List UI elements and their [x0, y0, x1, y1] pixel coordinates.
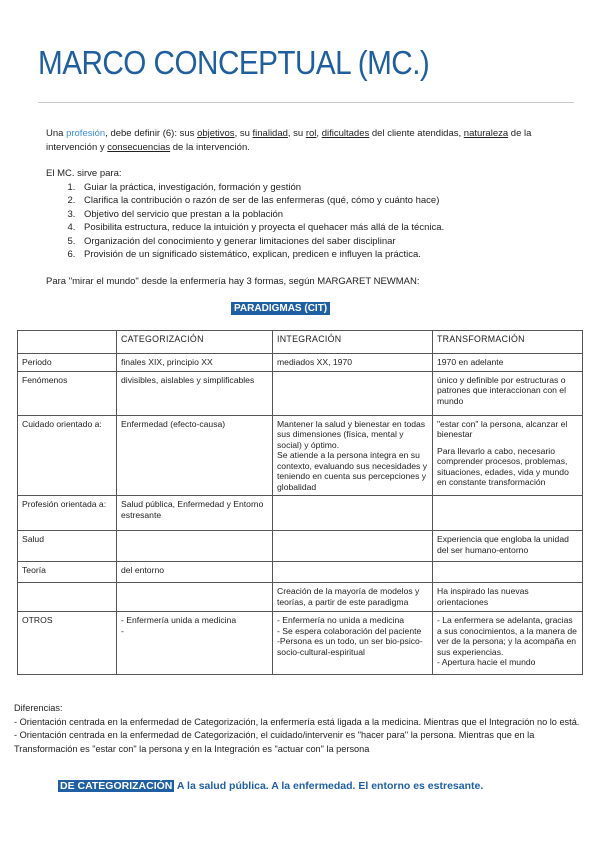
table-header-cell: INTEGRACIÓN [273, 331, 433, 354]
table-cell [433, 562, 583, 583]
table-header-row [18, 331, 583, 354]
table-header-cell [18, 331, 117, 354]
table-header-cell: CATEGORIZACIÓN [117, 331, 273, 354]
table-cell: OTROS [18, 612, 117, 675]
term-consecuencias: consecuencias [107, 142, 171, 153]
table-cell: "estar con" la persona, alcanzar el bienestar Para llevarlo a cabo, necesario comprender procesos, problemas, situaciones, edades, vida y mundo en constante transformación [433, 415, 583, 496]
page-title: MARCO CONCEPTUAL (MC.) [38, 44, 430, 81]
table-cell: único y definible por estructuras o patrones que interaccionan con el mundo [433, 371, 583, 415]
table-row [18, 583, 583, 612]
term-finalidad: finalidad [252, 128, 288, 139]
table-cell [117, 531, 273, 562]
list-item: 1. Guiar la práctica, investigación, formación y gestión [78, 181, 444, 194]
mc-label: El MC. sirve para: [46, 168, 122, 179]
table-cell: Salud [18, 531, 117, 562]
table-cell: Teoría [18, 562, 117, 583]
list-item: 6. Provisión de un significado sistemático, explican, predicen e influyen la práctica. [78, 248, 444, 261]
table-cell: 1970 en adelante [433, 354, 583, 372]
table-cell: Experiencia que engloba la unidad del ser humano-entorno [433, 531, 583, 562]
term-profesion: profesión [66, 128, 106, 139]
paradigms-table [17, 330, 583, 675]
table-header-cell: TRANSFORMACIÓN [433, 331, 583, 354]
table-row [18, 531, 583, 562]
table-cell: Fenómenos [18, 371, 117, 415]
term-dificultades: dificultades [321, 128, 370, 139]
categorizacion-badge: DE CATEGORIZACIÓN [60, 780, 173, 792]
categorizacion-summary [58, 780, 483, 792]
list-item: 2. Clarifica la contribución o razón de ser de las enfermeras (qué, cómo y cuánto hace) [78, 194, 444, 207]
list-item: 4. Posibilita estructura, reduce la intuición y proyecta el quehacer más allá de la técnica. [78, 221, 444, 234]
table-cell: Salud pública, Enfermedad y Entorno estresante [117, 496, 273, 531]
table-row [18, 612, 583, 675]
diferencias-section [14, 702, 584, 756]
table-row [18, 354, 583, 372]
table-cell [117, 583, 273, 612]
list-item: 3. Objetivo del servicio que prestan a la población [78, 208, 444, 221]
table-cell: Profesión orientada a: [18, 496, 117, 531]
table-cell: finales XIX, principio XX [117, 354, 273, 372]
diferencias-line: - Orientación centrada en la enfermedad de Categorización, el cuidado/intervenir es "hacer para" la persona. Mientras que en la Transformación es "estar con" la persona y en la Integración es "actuar con" la persona [14, 730, 535, 754]
term-rol: rol [305, 128, 317, 139]
list-item: 5. Organización del conocimiento y generar limitaciones del saber disciplinar [78, 235, 444, 248]
table-cell: Mantener la salud y bienestar en todas sus dimensiones (física, mental y social) y óptimo. Se atiende a la persona integra en su contexto, evaluando sus necesidades y teniendo en cuenta sus percepciones y globalidad [273, 415, 433, 496]
table-cell: Cuidado orientado a: [18, 415, 117, 496]
table-cell [273, 371, 433, 415]
term-naturaleza: naturaleza [463, 128, 509, 139]
sirve-list [60, 181, 444, 261]
table-cell: Enfermedad (efecto-causa) [117, 415, 273, 496]
table-cell: divisibles, aislables y simplificables [117, 371, 273, 415]
table-cell [273, 531, 433, 562]
term-objetivos: objetivos [197, 128, 235, 139]
table-cell [273, 496, 433, 531]
table-cell: - Enfermería unida a medicina - [117, 612, 273, 675]
table-row [18, 371, 583, 415]
table-row [18, 415, 583, 496]
table-cell [18, 583, 117, 612]
table-cell: mediados XX, 1970 [273, 354, 433, 372]
table-row [18, 496, 583, 531]
mirar-paragraph: Para "mirar el mundo" desde la enfermería hay 3 formas, según MARGARET NEWMAN: [46, 276, 420, 287]
table-cell: Periodo [18, 354, 117, 372]
table-cell: - Enfermería no unida a medicina - Se espera colaboración del paciente -Persona es un todo, un ser bio-psico-socio-cultural-espiritual [273, 612, 433, 675]
table-cell [273, 562, 433, 583]
table-cell: del entorno [117, 562, 273, 583]
table-cell: Creación de la mayoría de modelos y teorías, a partir de este paradigma [273, 583, 433, 612]
categorizacion-text: A la salud pública. A la enfermedad. El entorno es estresante. [174, 780, 484, 792]
table-row [18, 562, 583, 583]
table-cell: - La enfermera se adelanta, gracias a sus conocimientos, a la manera de ver de la persona; y la acompaña en sus experiencias. - Apertura hacie el mundo [433, 612, 583, 675]
title-divider [38, 102, 574, 103]
diferencias-line: - Orientación centrada en la enfermedad de Categorización, la enfermería está ligada a la medicina. Mientras que el Integración no lo está. [14, 716, 580, 727]
intro-paragraph: Una profesión, debe definir (6): sus objetivos, su finalidad, su rol, dificultades del cliente atendidas, naturaleza de la intervención y consecuencias de la intervención. [46, 128, 532, 153]
diferencias-title: Diferencias: [14, 703, 63, 713]
paradigmas-heading: PARADIGMAS (CIT) [231, 302, 330, 315]
table-cell: Ha inspirado las nuevas orientaciones [433, 583, 583, 612]
table-cell [433, 496, 583, 531]
